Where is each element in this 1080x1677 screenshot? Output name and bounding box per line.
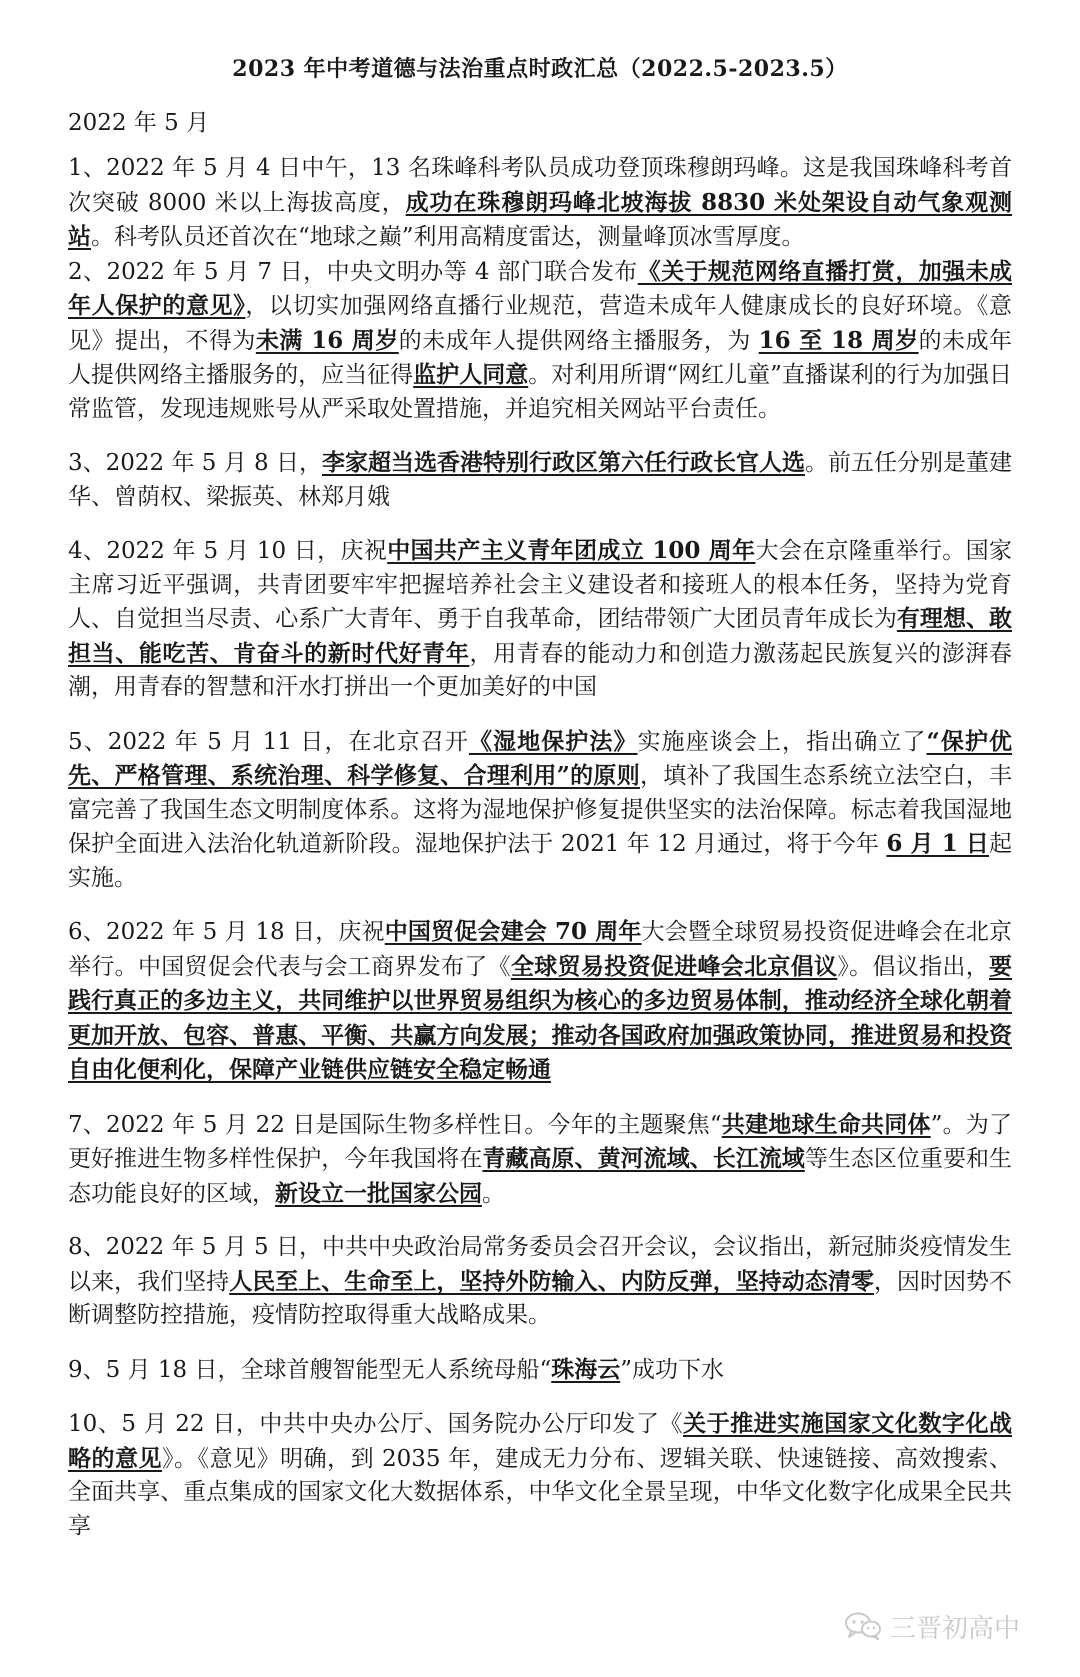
item-text: 》。《意见》明确，到 2035 年，建成无力分布、逻辑关联、快速链接、高效搜索、全面共享、重点集成的国家文化大数据体系，中华文化全景呈现，中华文化数字化成果全民共享 [68,1445,1013,1539]
wechat-icon [844,1612,882,1640]
item-text: 等生态区位重要和生态功能良好的区域， [68,1146,1013,1207]
item-text: 大会暨全球贸易投资促进峰会在北京举行。中国贸促会代表与会工商界发布了《 [68,919,1013,980]
list-item [68,725,1012,896]
highlight-text: 16 至 18 周岁 [758,326,919,354]
highlight-text: 关于推进实施国家文化数字化战略的意见 [68,1410,1012,1472]
highlight-text: 有理想、敢担当、能吃苦、肯奋斗的新时代好青年 [68,605,1013,667]
list-item [68,1353,1012,1388]
list-item [68,915,1012,1088]
item-text: 大会在京隆重举行。国家主席习近平强调，共青团要牢牢把握培养社会主义建设者和接班人的根本任务，坚持为党育人、自觉担当尽责、心系广大青年、勇于自我革命，团结带领广大团员青年成长为 [68,538,1012,632]
section-month: 2022 年 5 月 [68,110,210,136]
list-item [68,1108,1012,1212]
list-item [68,1231,1012,1333]
item-text: 。前五任分别是董建华、曾荫权、梁振英、林郑月娥 [68,450,1012,510]
highlight-text: 《湿地保护法》 [468,727,638,755]
highlight-text: 李家超当选香港特别行政区第六任行政长官人选 [322,449,805,476]
item-list [68,152,1012,1543]
item-text: 10、5 月 22 日，中共中央办公厅、国务院办公厅印发了《 [68,1411,684,1437]
item-text: ，以切实加强网络直播行业规范，营造未成年人健康成长的良好环境。《意见》提出，不得为 [68,293,1013,354]
highlight-text: 成功在珠穆朗玛峰北坡海拔 8830 米处架设自动气象观测站 [68,188,1013,250]
item-text: 9、5 月 18 日，全球首艘智能型无人系统母船“ [68,1356,552,1383]
item-text: 。科考队员还首次在“地球之巅”利用高精度雷达，测量峰顶冰雪厚度。 [91,224,805,250]
highlight-text: 全球贸易投资促进峰会北京倡议 [510,952,838,980]
item-text: 起实施。 [68,831,1012,891]
item-text: 8、2022 年 5 月 5 日，中共中央政治局常务委员会召开会议，会议指出，新冠肺炎疫情发生以来，我们坚持 [68,1234,1012,1295]
highlight-text: 监护人同意 [413,361,529,388]
item-text: 7、2022 年 5 月 22 日是国际生物多样性日。今年的主题聚焦“ [68,1111,722,1138]
item-text: ，用青春的能动力和创造力激荡起民族复兴的澎湃春潮，用青春的智慧和汗水打拼出一个更加美好的中国 [68,640,1013,700]
page-title: 2023 年中考道德与法治重点时政汇总（2022.5-2023.5） [232,56,848,82]
list-item [68,255,1012,427]
item-text: 的未成年人提供网络主播服务的，应当征得 [68,327,1013,388]
item-text: 6、2022 年 5 月 18 日，庆祝 [68,919,385,945]
highlight-text: 共建地球生命共同体 [721,1110,931,1138]
item-text: 4、2022 年 5 月 10 日，庆祝 [68,538,388,564]
highlight-text: 中国共产主义青年团成立 100 周年 [387,537,756,564]
item-text: 。对利用所谓“网红儿童”直播谋利的行为加强日常监管，发现违规账号从严采取处置措施，并追究相关网站平台责任。 [68,362,1012,422]
list-item [68,446,1012,514]
list-item [68,152,1012,255]
highlight-text: 中国贸促会建会 70 周年 [384,918,642,945]
item-text: 5、2022 年 5 月 11 日，在北京召开 [68,728,469,755]
item-text: ，填补了我国生态系统立法空白，丰富完善了我国生态文明制度体系。这将为湿地保护修复提供坚实的法治保障。标志着我国湿地保护全面进入法治化轨道新阶段。湿地保护法于 2021 年 12 月通过，将于今年 [68,763,1013,857]
item-text: ，因时因势不断调整防控措施，疫情防控取得重大战略成果。 [68,1268,1013,1328]
item-text: 1、2022 年 5 月 4 日中午，13 名珠峰科考队员成功登顶珠穆朗玛峰。这是我国珠峰科考首次突破 8000 米以上海拔高度， [68,155,1012,216]
highlight-text: 青藏高原、黄河流域、长江流域 [482,1145,805,1172]
item-text: ”成功下水 [620,1356,724,1383]
item-text: 3、2022 年 5 月 8 日， [68,450,322,476]
highlight-text: 新设立一批国家公园 [275,1179,482,1207]
item-text: 实施座谈会上，指出确立了 [637,728,927,755]
watermark [844,1608,1020,1644]
item-text: 的未成年人提供网络主播服务，为 [398,327,759,354]
highlight-text: 要践行真正的多边主义，共同维护以世界贸易组织为核心的多边贸易体制，推动经济全球化朝着更加开放、包容、普惠、平衡、共赢方向发展；推动各国政府加强政策协同，推进贸易和投资自由化便利化，保障产业链供应链安全稳定畅通 [68,952,1012,1083]
highlight-text: 人民至上、生命至上，坚持外防输入、内防反弹，坚持动态清零 [229,1267,874,1295]
list-item [68,1407,1012,1543]
highlight-text: 未满 16 周岁 [255,326,399,354]
highlight-text: “保护优先、严格管理、系统治理、科学修复、合理利用”的原则 [68,727,1013,789]
highlight-text: 6 月 1 日 [886,830,989,857]
highlight-text: 珠海云 [551,1355,621,1383]
list-item [68,534,1012,705]
item-text: 。 [482,1180,505,1207]
watermark-text: 三晋初高中 [889,1613,1020,1644]
highlight-text: 《关于规范网络直播打赏，加强未成年人保护的意见》 [68,257,1013,319]
item-text: ”。为了更好推进生物多样性保护，今年我国将在 [68,1111,1013,1172]
item-text: 2、2022 年 5 月 7 日，中央文明办等 4 部门联合发布 [68,258,638,285]
item-text: 》。倡议指出， [837,953,989,980]
